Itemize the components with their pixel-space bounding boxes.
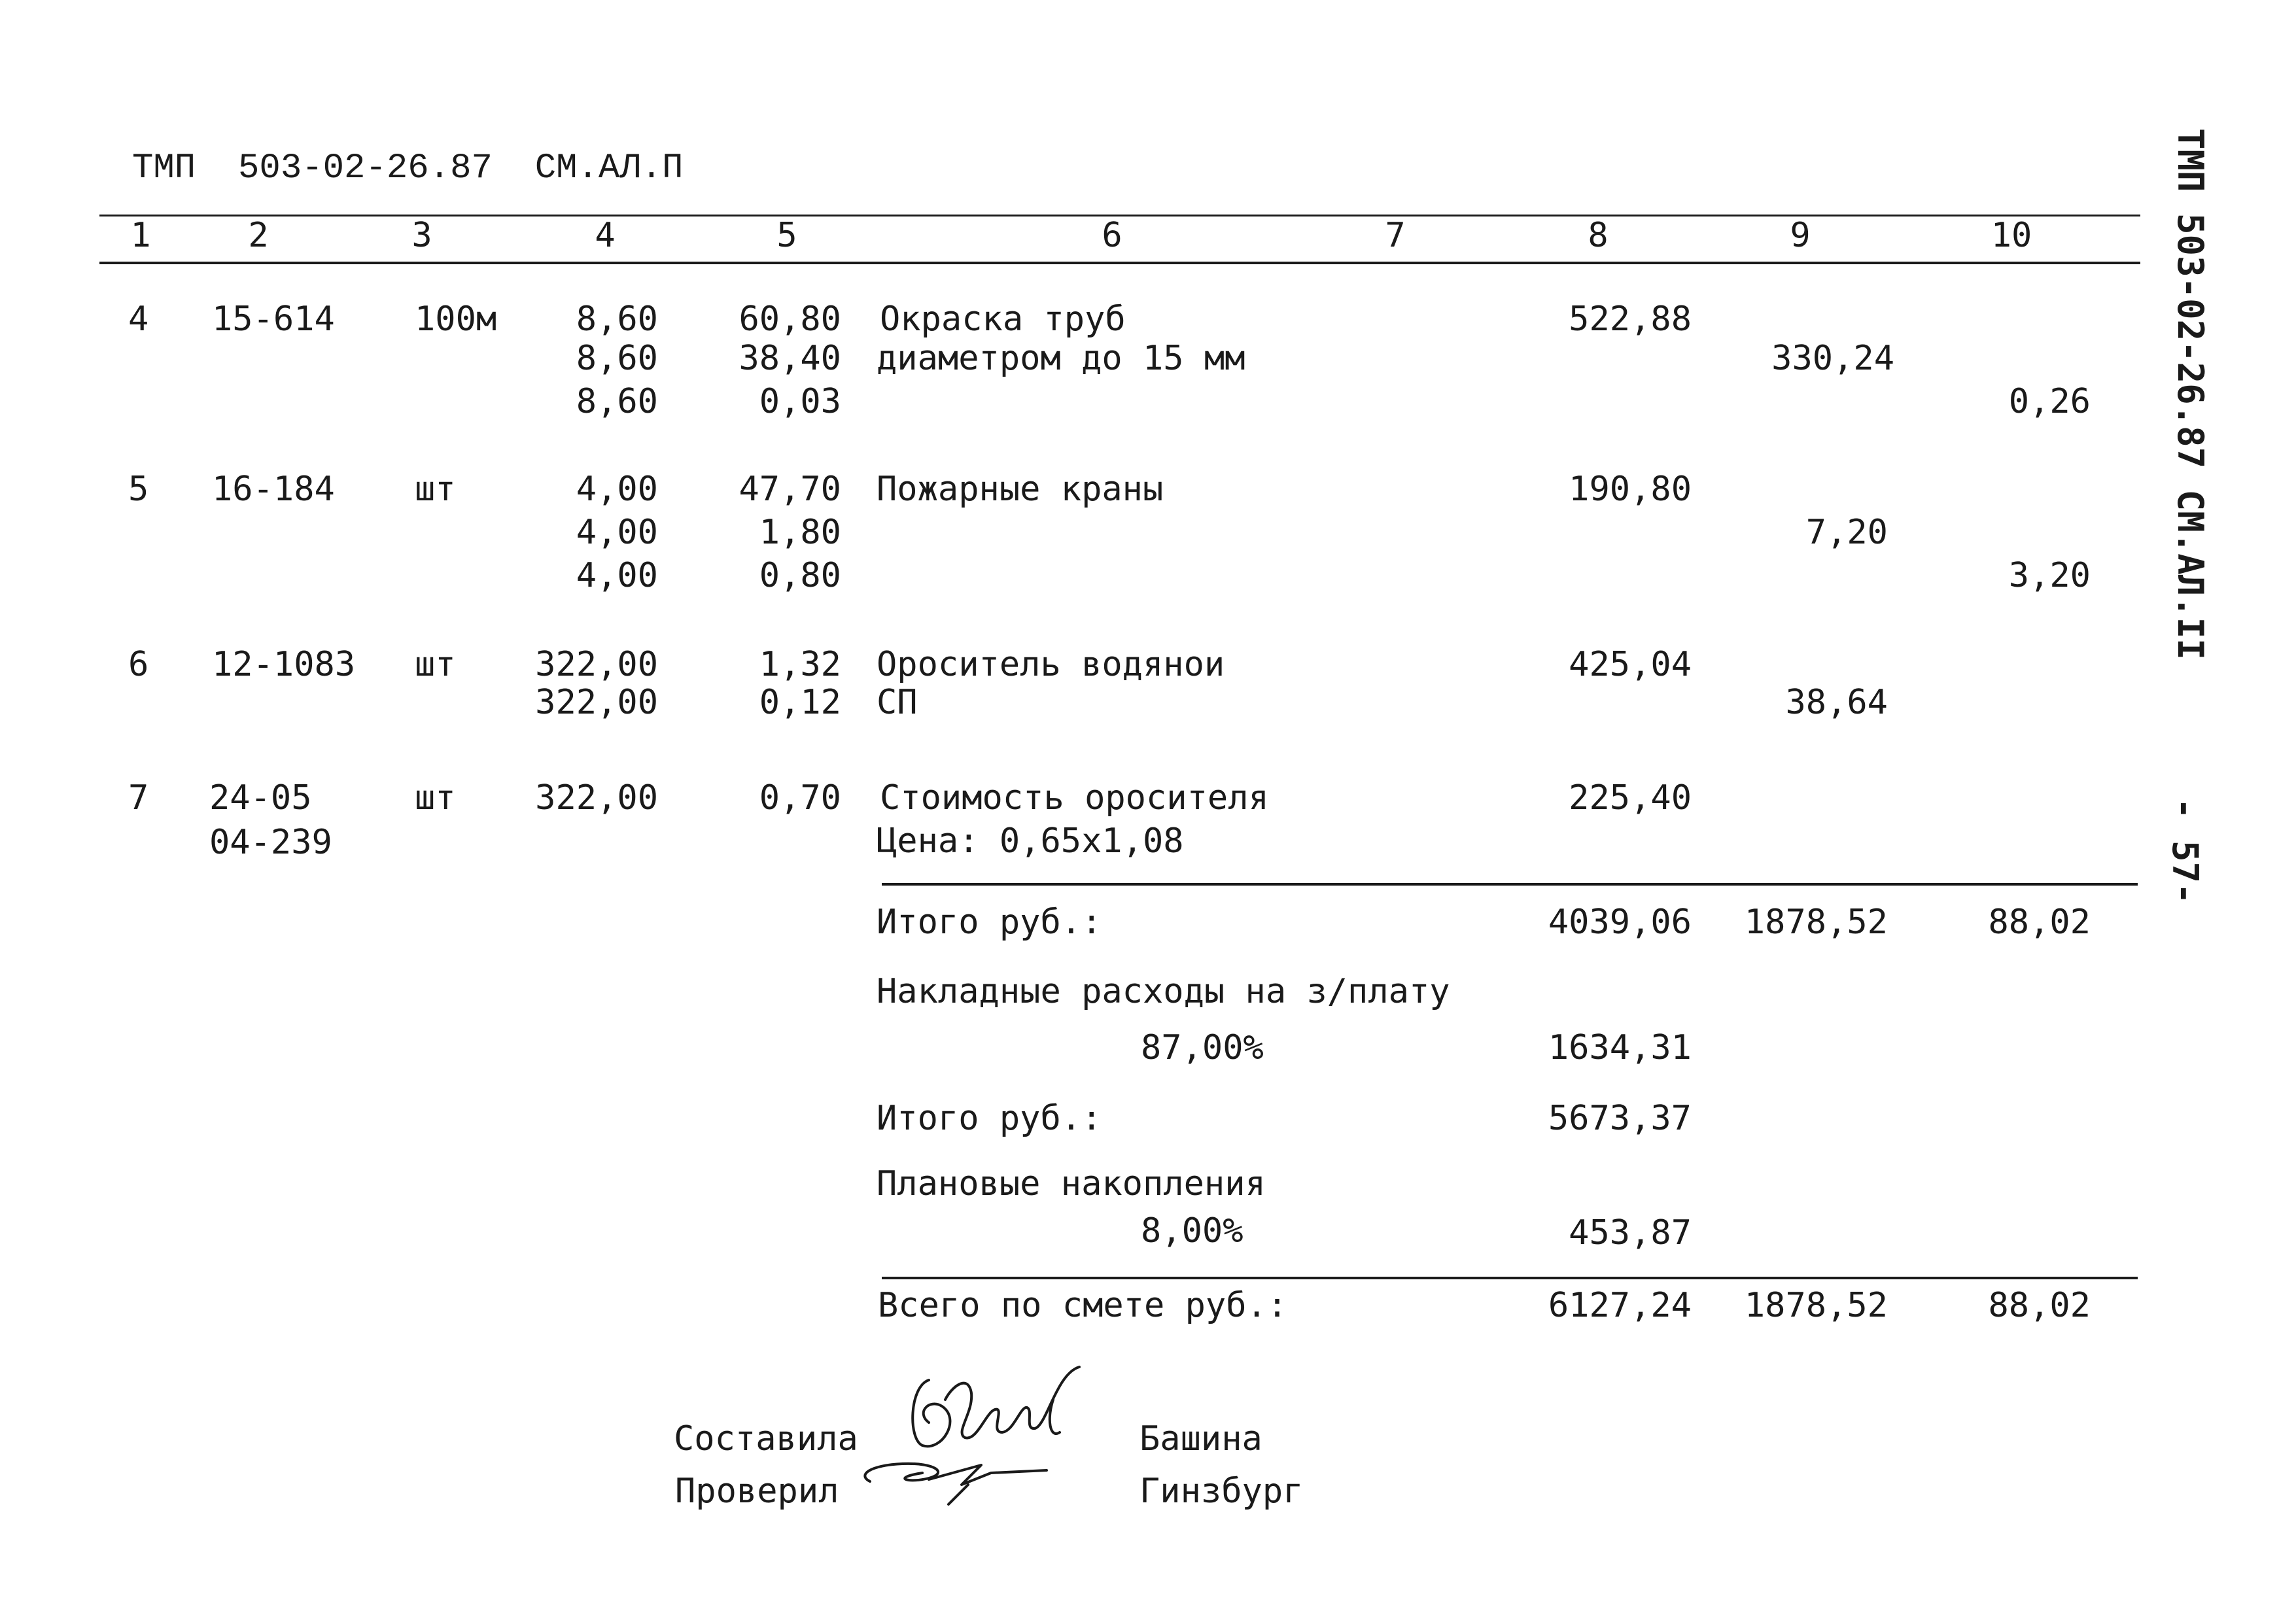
grand-col10: 88,02 (1988, 1286, 2091, 1325)
itogo-label: Итого руб.: (877, 903, 1102, 942)
totals-rule (882, 883, 2138, 886)
col-9: 9 (1790, 216, 1811, 255)
col-4: 4 (595, 216, 616, 255)
compiled-name: Башина (1139, 1419, 1262, 1459)
row-price: 0,12 (759, 683, 841, 722)
row-price: 60,80 (739, 300, 841, 339)
row-qty: 322,00 (535, 683, 658, 722)
margin-doc-code: ТМП 503-02-26.87 СМ.АЛ.II (2170, 128, 2211, 660)
row-col9: 38,64 (1785, 683, 1888, 722)
row-qty: 4,00 (576, 556, 658, 595)
row-qty: 4,00 (576, 470, 658, 509)
row-col8: 190,80 (1569, 470, 1692, 509)
row-price: 38,40 (739, 339, 841, 378)
col-1: 1 (130, 216, 151, 255)
itogo-col9: 1878,52 (1744, 903, 1888, 942)
col-10: 10 (1991, 216, 2032, 255)
row-name: Цена: 0,65х1,08 (877, 821, 1184, 861)
row-name: СП (877, 683, 918, 722)
row-price: 0,70 (759, 778, 841, 818)
row-qty: 8,60 (576, 339, 658, 378)
row-number: 4 (128, 300, 149, 339)
page-number: - 57- (2165, 798, 2206, 905)
itogo-col10: 88,02 (1988, 903, 2091, 942)
grand-total-rule (882, 1277, 2138, 1279)
row-col8: 522,88 (1569, 300, 1692, 339)
row-qty: 322,00 (535, 645, 658, 684)
row-col9: 7,20 (1805, 513, 1888, 552)
row-price: 0,80 (759, 556, 841, 595)
row-price: 0,03 (759, 382, 841, 421)
overhead-pct: 87,00% (1141, 1028, 1264, 1067)
row-qty: 8,60 (576, 382, 658, 421)
grand-label: Всего по смете руб.: (878, 1286, 1288, 1325)
row-col8: 225,40 (1569, 778, 1692, 818)
col-2: 2 (248, 216, 269, 255)
row-col10: 3,20 (2008, 556, 2091, 595)
col-5: 5 (776, 216, 797, 255)
itogo-col8: 5673,37 (1548, 1099, 1692, 1138)
grand-col8: 6127,24 (1548, 1286, 1692, 1325)
planned-pct: 8,00% (1141, 1211, 1244, 1251)
grand-col9: 1878,52 (1744, 1286, 1888, 1325)
col-6: 6 (1102, 216, 1122, 255)
row-number: 5 (128, 470, 149, 509)
row-price: 1,80 (759, 513, 841, 552)
planned-col8: 453,87 (1569, 1213, 1692, 1253)
checked-name: Гинзбург (1139, 1472, 1304, 1511)
row-name: диаметром до 15 мм (877, 339, 1245, 378)
row-code: 04-239 (209, 823, 332, 862)
row-qty: 322,00 (535, 778, 658, 818)
checked-label: Проверил (675, 1472, 839, 1511)
row-code: 16-184 (212, 470, 335, 509)
row-unit: шт (415, 645, 456, 684)
row-col8: 425,04 (1569, 645, 1692, 684)
itogo-col8: 4039,06 (1548, 903, 1692, 942)
row-code: 12-1083 (212, 645, 356, 684)
row-price: 47,70 (739, 470, 841, 509)
col-8: 8 (1588, 216, 1609, 255)
row-unit: шт (415, 470, 456, 509)
row-qty: 4,00 (576, 513, 658, 552)
row-qty: 8,60 (576, 300, 658, 339)
doc-code: ТМП 503-02-26.87 СМ.АЛ.П (132, 148, 684, 188)
col-7: 7 (1385, 216, 1406, 255)
row-code: 15-614 (212, 300, 335, 339)
planned-label: Плановые накопления (877, 1164, 1266, 1203)
row-number: 6 (128, 645, 149, 684)
row-name: Стоимость оросителя (880, 778, 1269, 818)
itogo-label: Итого руб.: (877, 1099, 1102, 1138)
handwritten-signature (831, 1360, 1132, 1511)
overhead-label: Накладные расходы на з/плату (877, 972, 1450, 1011)
overhead-col8: 1634,31 (1548, 1028, 1692, 1067)
row-code: 24-05 (209, 778, 312, 818)
row-number: 7 (128, 778, 149, 818)
row-name: Пожарные краны (877, 470, 1164, 509)
col-3: 3 (411, 216, 432, 255)
row-col10: 0,26 (2008, 382, 2091, 421)
row-price: 1,32 (759, 645, 841, 684)
row-name: Окраска труб (880, 300, 1126, 339)
compiled-label: Составила (674, 1419, 858, 1459)
row-unit: 100м (415, 300, 497, 339)
row-name: Ороситель водянои (877, 645, 1225, 684)
row-unit: шт (415, 778, 456, 818)
row-col9: 330,24 (1771, 339, 1894, 378)
header-bottom-rule (99, 262, 2140, 264)
